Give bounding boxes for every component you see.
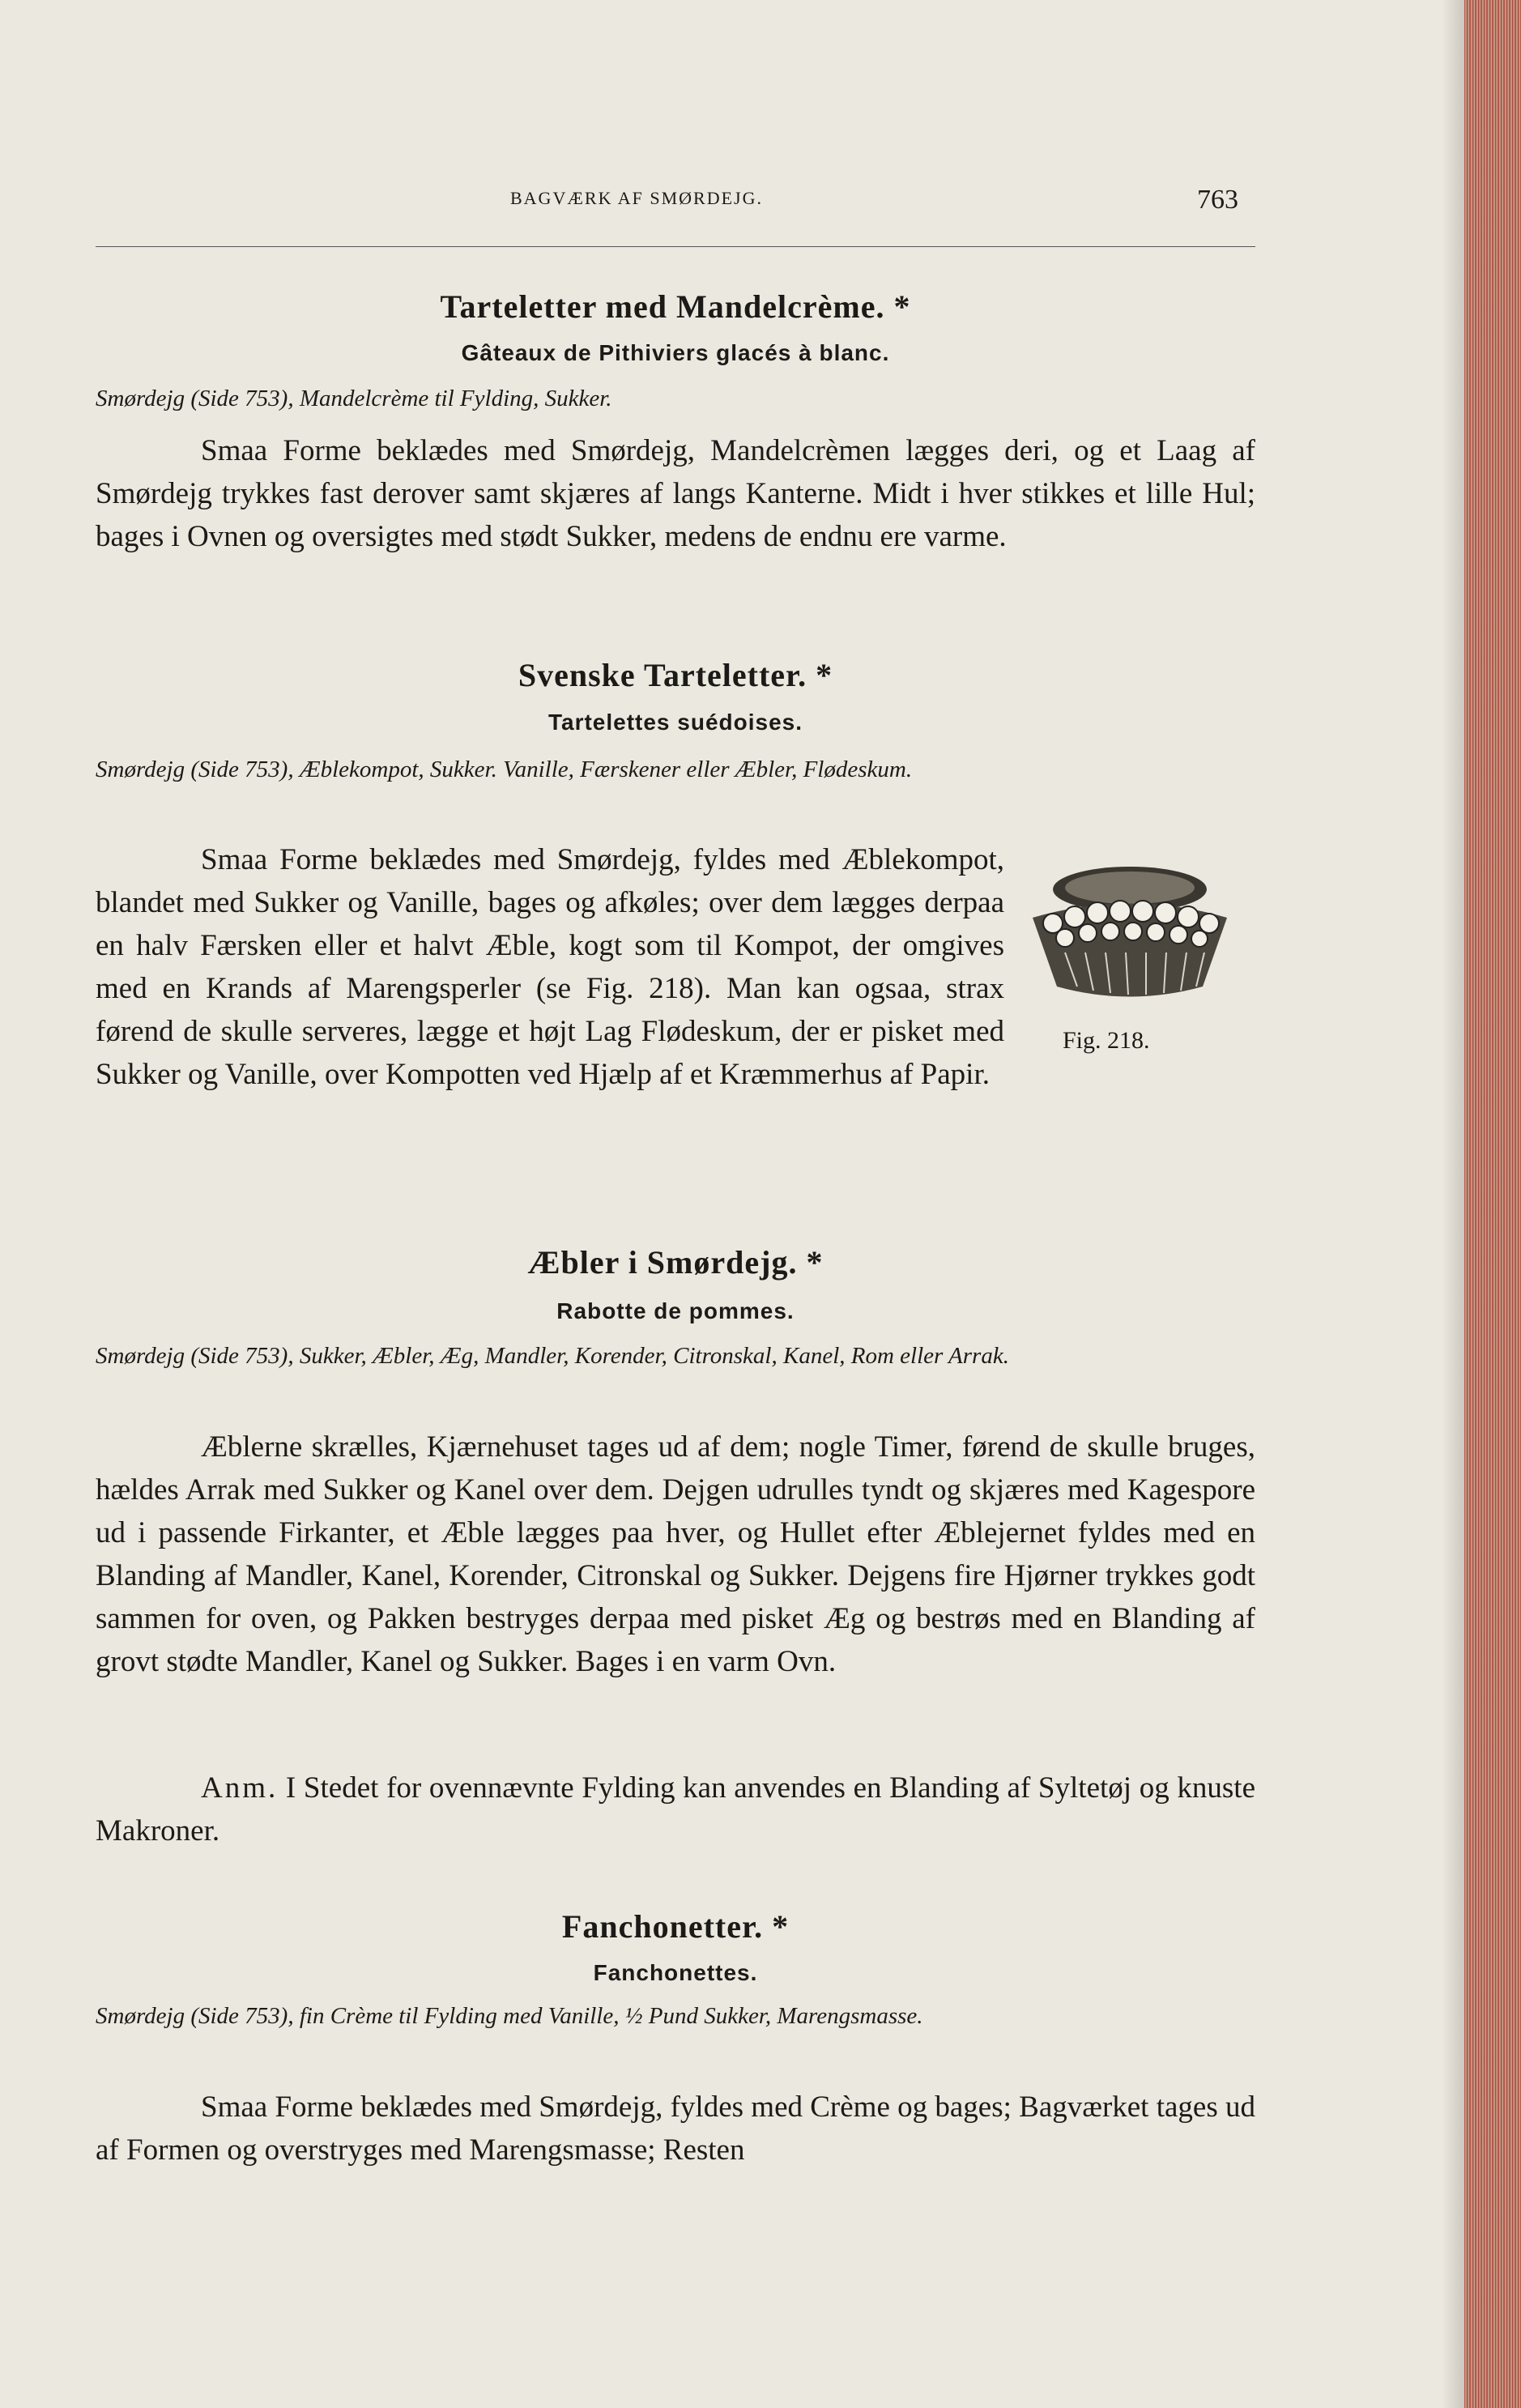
section-title: Fanchonetter. * xyxy=(561,1908,790,1945)
paragraph: Smaa Forme beklædes med Smørdejg, fyldes med Crème og bages; Bagværket tages ud af Formen og overstryges med Marengsmasse; Resten xyxy=(96,2090,1255,2167)
section-subtitle: Fanchonettes. xyxy=(593,1960,758,1985)
paragraph: Smaa Forme beklædes med Smørdejg, Mandelcrèmen lægges deri, og et Laag af Smørdejg trykkes fast derover samt skjæres af langs Kanterne. Midt i hver stikkes et lille Hul; bages i Ovnen og oversigtes med stødt Sukker, medens de endnu ere varme. xyxy=(96,434,1255,553)
paragraph: Æblerne skrælles, Kjærnehuset tages ud af dem; nogle Timer, førend de skulle bruges, hældes Arrak med Sukker og Kanel over dem. Dejgen udrulles tyndt og skjæres med Kagespore ud i passende Firkanter, et Æble lægges paa hver, og Hullet efter Æblejernet fyldes med en Blanding af Mandler, Kanel, Korender, Citronskal og Sukker. Dejgens fire Hjørner trykkes godt sammen for oven, og Pakken bestryges derpaa med pisket Æg og bestrøs med en Blanding af grovt stødte Mandler, Kanel og Sukker. Bages i en varm Ovn. xyxy=(96,1430,1255,1678)
ingredients-line: Smørdejg (Side 753), fin Crème til Fylding med Vanille, ½ Pund Sukker, Marengsmasse. xyxy=(96,2003,923,2029)
note-text: I Stedet for ovennævnte Fylding kan anvendes en Blanding af Syltetøj og knuste Makroner. xyxy=(96,1771,1255,1848)
running-head: BAGVÆRK AF SMØRDEJG. xyxy=(510,188,764,208)
section-subtitle: Rabotte de pommes. xyxy=(556,1298,795,1323)
section-subtitle: Tartelettes suédoises. xyxy=(547,710,803,735)
note-label: Anm. xyxy=(201,1771,279,1805)
ingredients-line: Smørdejg (Side 753), Æblekompot, Sukker. Vanille, Færskener eller Æbler, Flødeskum. xyxy=(96,756,913,782)
section-title: Æbler i Smørdejg. * xyxy=(527,1244,824,1281)
ingredients-line: Smørdejg (Side 753), Mandelcrème til Fylding, Sukker. xyxy=(96,386,612,411)
section-subtitle: Gâteaux de Pithiviers glacés à blanc. xyxy=(461,340,890,365)
page-number: 763 xyxy=(1197,185,1238,215)
paragraph-text: Smaa Forme beklædes med Smørdejg, fyldes med Æblekompot, blandet med Sukker og Vanille, bages og afkøles; over dem lægges derpaa en halv Færsken eller et halvt Æble, kogt som til Kompot, der omgives med en Krands af Marengsperler (se Fig. 218). Man kan ogsaa, strax førend de skulle serveres, lægge et højt Lag Flødeskum, der er pisket med Sukker og Vanille, over Kompotten ved Hjælp af et Kræmmerhus af Papir. xyxy=(96,843,1004,1091)
section-title: Tarteletter med Mandelcrème. * xyxy=(440,288,911,325)
page-gutter-shadow xyxy=(1442,0,1466,2408)
section-title: Svenske Tarteletter. * xyxy=(518,657,833,693)
note-paragraph xyxy=(96,1767,1255,1852)
tartlet-figure xyxy=(1016,857,1243,1019)
figure-caption: Fig. 218. xyxy=(1063,1027,1150,1054)
ingredients-line: Smørdejg (Side 753), Sukker, Æbler, Æg, Mandler, Korender, Citronskal, Kanel, Rom eller Arrak. xyxy=(96,1343,1009,1369)
page-edges xyxy=(1464,0,1521,2408)
tartlet-illustration xyxy=(1016,857,1243,1019)
header-rule xyxy=(96,246,1255,247)
